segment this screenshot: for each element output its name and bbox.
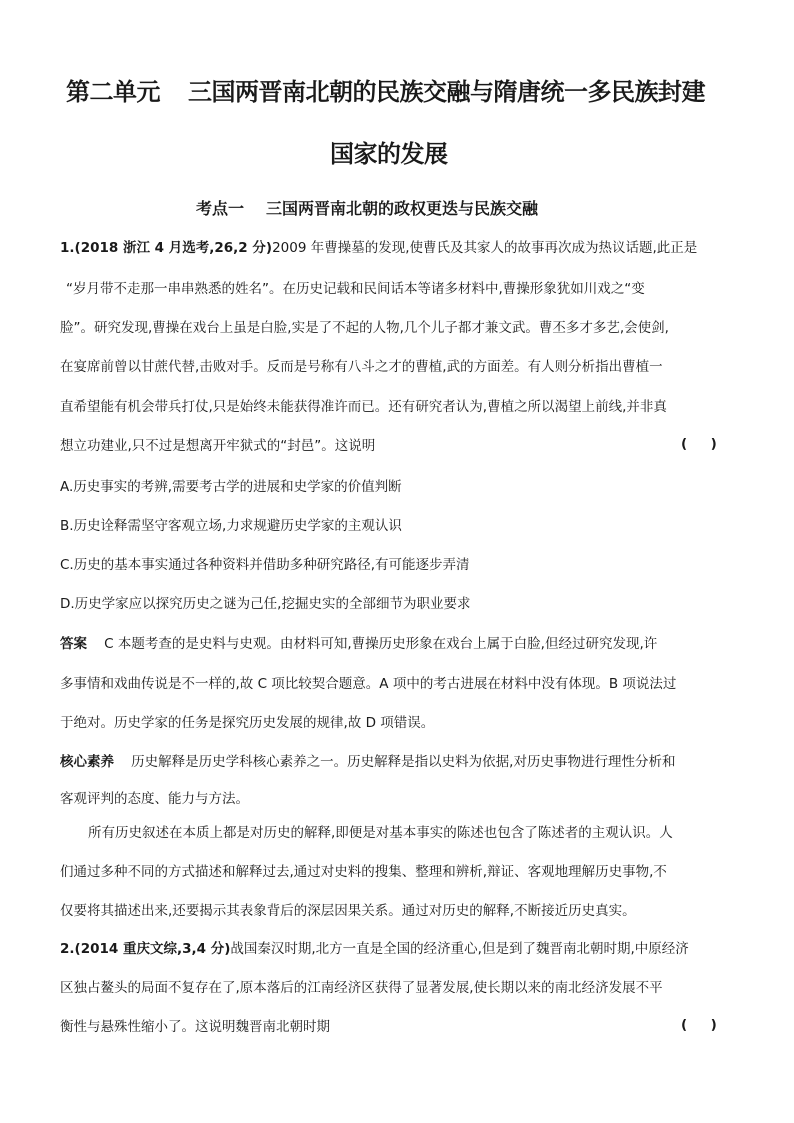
q1-stem-line: 在宴席前曾以甘蔗代替,击败对手。反而是号称有八斗之才的曹植,武的方面差。有人则分析指出曹植一 (60, 359, 663, 375)
page-title-line-1 (66, 72, 705, 107)
q1-answer-blank: ( ) (681, 436, 717, 452)
core-literacy-line-1 (60, 752, 675, 772)
core-literacy-label: 核心素养 (60, 754, 114, 770)
answer-label: 答案 (60, 636, 87, 652)
q1-stem-text: 2009 年曹操墓的发现,使曹氏及其家人的故事再次成为热议话题,此正是 (272, 240, 698, 256)
q1-stem-line: 直希望能有机会带兵打仗,只是始终未能获得准许而已。还有研究者认为,曹植之所以渴望上前线,并非真 (60, 399, 667, 415)
q1-answer-line: 于绝对。历史学家的任务是探究历史发展的规律,故 D 项错误。 (60, 715, 435, 731)
section-title: 三国两晋南北朝的政权更迭与民族交融 (266, 199, 539, 218)
core-literacy-line: 仅要将其描述出来,还要揭示其表象背后的深层因果关系。通过对历史的解释,不断接近历史真实。 (60, 903, 636, 919)
page-title-line-2: 国家的发展 (330, 140, 448, 168)
q1-source: 1.(2018 浙江 4 月选考,26,2 分) (60, 240, 273, 256)
unit-label: 第二单元 (66, 78, 160, 106)
core-literacy-line: 所有历史叙述在本质上都是对历史的解释,即便是对基本事实的陈述也包含了陈述者的主观认识。人 (88, 825, 673, 841)
q2-source: 2.(2014 重庆文综,3,4 分) (60, 941, 231, 957)
section-heading (196, 196, 538, 219)
q1-stem-line: 脸”。研究发现,曹操在戏台上虽是白脸,实是了不起的人物,几个儿子都才兼文武。曹丕多才多艺,会使剑, (60, 320, 669, 336)
q1-line-1 (60, 238, 697, 258)
q2-stem-line: 衡性与悬殊性缩小了。这说明魏晋南北朝时期 (60, 1019, 330, 1035)
q1-option-d: D.历史学家应以探究历史之谜为己任,挖掘史实的全部细节为职业要求 (60, 596, 471, 612)
q2-answer-blank: ( ) (681, 1017, 717, 1033)
q1-answer-line: 多事情和戏曲传说是不一样的,故 C 项比较契合题意。A 项中的考古进展在材料中没有体现。B 项说法过 (60, 676, 677, 692)
q2-stem-line: 区独占鳌头的局面不复存在了,原本落后的江南经济区获得了显著发展,使长期以来的南北经济发展不平 (60, 980, 663, 996)
core-literacy-line: 们通过多种不同的方式描述和解释过去,通过对史料的搜集、整理和辨析,辩证、客观地理解历史事物,不 (60, 864, 667, 880)
q1-option-a: A.历史事实的考辨,需要考古学的进展和史学家的价值判断 (60, 479, 402, 495)
core-literacy-line: 客观评判的态度、能力与方法。 (60, 791, 249, 807)
q2-stem-text: 战国秦汉时期,北方一直是全国的经济重心,但是到了魏晋南北朝时期,中原经济 (230, 941, 689, 957)
q1-stem-line: 想立功建业,只不过是想离开牢狱式的“封邑”。这说明 (60, 438, 376, 454)
unit-title: 三国两晋南北朝的民族交融与隋唐统一多民族封建 (188, 78, 705, 106)
q1-option-b: B.历史诠释需坚守客观立场,力求规避历史学家的主观认识 (60, 518, 402, 534)
q1-answer-line-1 (60, 634, 657, 654)
answer-text: C 本题考查的是史料与史观。由材料可知,曹操历史形象在戏台上属于白脸,但经过研究发现,许 (104, 636, 658, 652)
q2-line-1 (60, 939, 689, 959)
core-literacy-text: 历史解释是历史学科核心素养之一。历史解释是指以史料为依据,对历史事物进行理性分析和 (131, 754, 676, 770)
q1-stem-line: “岁月带不走那一串串熟悉的姓名”。在历史记载和民间话本等诸多材料中,曹操形象犹如川戏之“变 (66, 281, 645, 297)
section-label: 考点一 (196, 199, 245, 218)
q1-option-c: C.历史的基本事实通过各种资料并借助多种研究路径,有可能逐步弄清 (60, 557, 470, 573)
